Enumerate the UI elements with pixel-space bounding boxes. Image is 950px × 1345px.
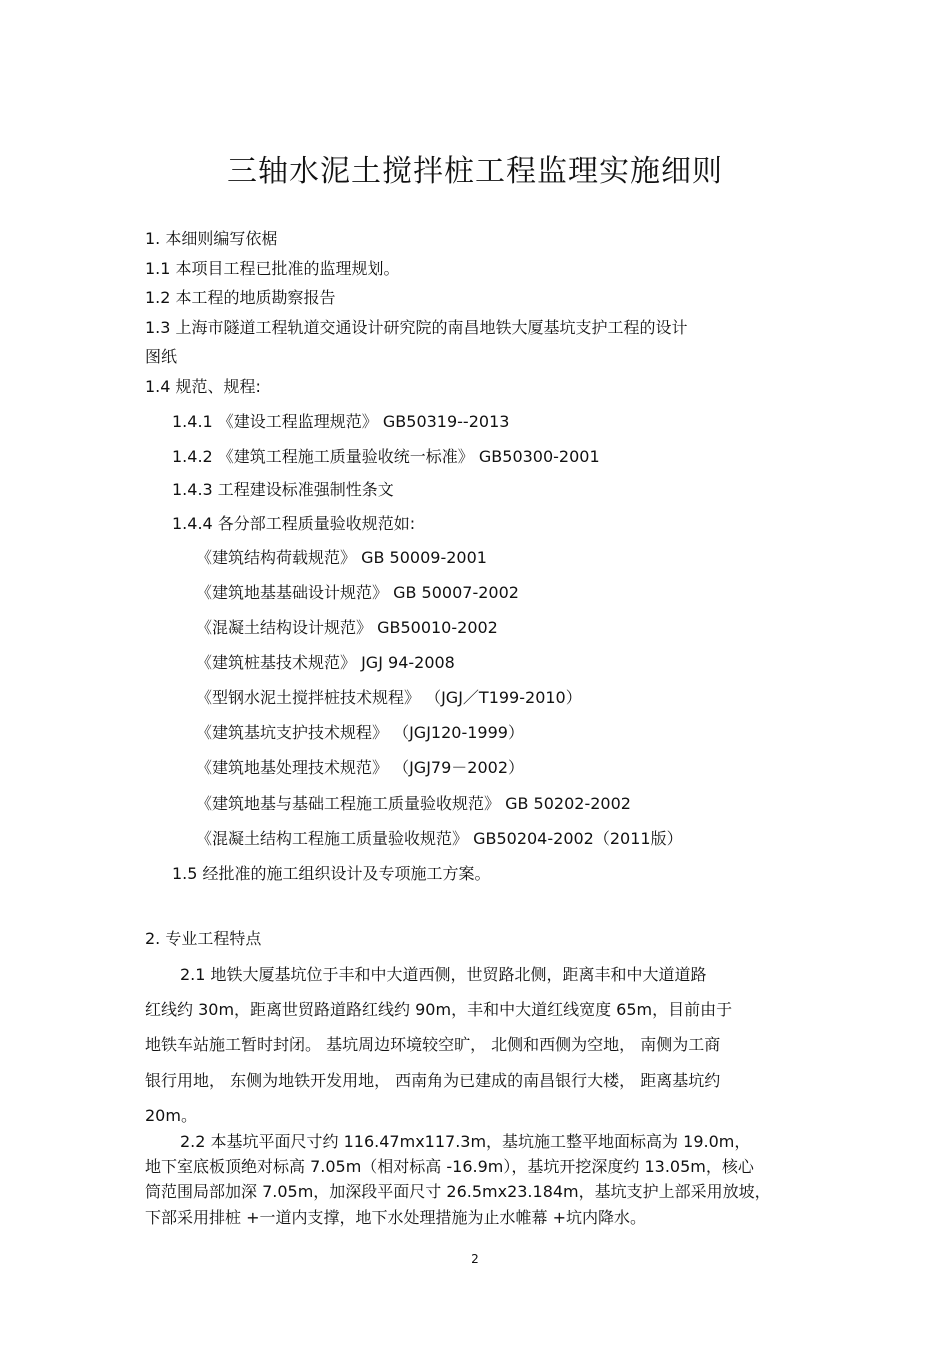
item-1-3-cont: 图纸 (145, 347, 178, 366)
paragraph-2-2-line: 筒范围局部加深 7.05m，加深段平面尺寸 26.5mx23.184m，基坑支护上部采用放坡， (145, 1182, 771, 1201)
paragraph-2-2-line: 地下室底板顶绝对标高 7.05m（相对标高 -16.9m），基坑开挖深度约 13.05m，核心 (145, 1157, 754, 1176)
paragraph-2-2-line: 2.2 本基坑平面尺寸约 116.47mx117.3m，基坑施工整平地面标高为 19.0m， (180, 1132, 751, 1151)
section-2-heading: 2. 专业工程特点 (145, 929, 262, 948)
paragraph-2-1-line: 2.1 地铁大厦基坑位于丰和中大道西侧，世贸路北侧，距离丰和中大道道路 (180, 965, 707, 984)
code-item: 《建筑地基与基础工程施工质量验收规范》 GB 50202-2002 (196, 794, 631, 813)
document-title: 三轴水泥土搅拌桩工程监理实施细则 (227, 154, 723, 189)
item-1-4-3: 1.4.3 工程建设标准强制性条文 (172, 480, 394, 499)
code-item: 《混凝土结构设计规范》 GB50010-2002 (196, 618, 498, 637)
code-item: 《建筑基坑支护技术规程》 （JGJ120-1999） (196, 723, 524, 742)
page-number: 2 (471, 1252, 479, 1266)
item-1-4-2: 1.4.2 《建筑工程施工质量验收统一标准》 GB50300-2001 (172, 447, 600, 466)
paragraph-2-1-line: 地铁车站施工暂时封闭。 基坑周边环境较空旷， 北侧和西侧为空地， 南侧为工商 (145, 1035, 721, 1054)
item-1-5: 1.5 经批准的施工组织设计及专项施工方案。 (172, 864, 491, 883)
item-1-4: 1.4 规范、规程: (145, 377, 261, 396)
item-1-4-4: 1.4.4 各分部工程质量验收规范如: (172, 514, 416, 533)
code-item: 《型钢水泥土搅拌桩技术规程》 （JGJ／T199-2010） (196, 688, 582, 707)
paragraph-2-1-line: 20m。 (145, 1106, 197, 1125)
paragraph-2-1-line: 银行用地， 东侧为地铁开发用地， 西南角为已建成的南昌银行大楼， 距离基坑约 (145, 1071, 721, 1090)
section-1-heading: 1. 本细则编写依椐 (145, 229, 278, 248)
item-1-4-1: 1.4.1 《建设工程监理规范》 GB50319--2013 (172, 412, 510, 431)
code-item: 《建筑结构荷载规范》 GB 50009-2001 (196, 548, 487, 567)
item-1-2: 1.2 本工程的地质勘察报告 (145, 288, 336, 307)
code-item: 《混凝土结构工程施工质量验收规范》 GB50204-2002（2011版） (196, 829, 683, 848)
item-1-3: 1.3 上海市隧道工程轨道交通设计研究院的南昌地铁大厦基坑支护工程的设计 (145, 318, 688, 337)
code-item: 《建筑地基基础设计规范》 GB 50007-2002 (196, 583, 519, 602)
code-item: 《建筑地基处理技术规范》 （JGJ79－2002） (196, 758, 525, 777)
paragraph-2-2-line: 下部采用排桩 +一道内支撑，地下水处理措施为止水帷幕 +坑内降水。 (145, 1208, 646, 1227)
code-item: 《建筑桩基技术规范》 JGJ 94-2008 (196, 653, 455, 672)
item-1-1: 1.1 本项目工程已批准的监理规划。 (145, 259, 400, 278)
paragraph-2-1-line: 红线约 30m，距离世贸路道路红线约 90m，丰和中大道红线宽度 65m，目前由于 (145, 1000, 733, 1019)
